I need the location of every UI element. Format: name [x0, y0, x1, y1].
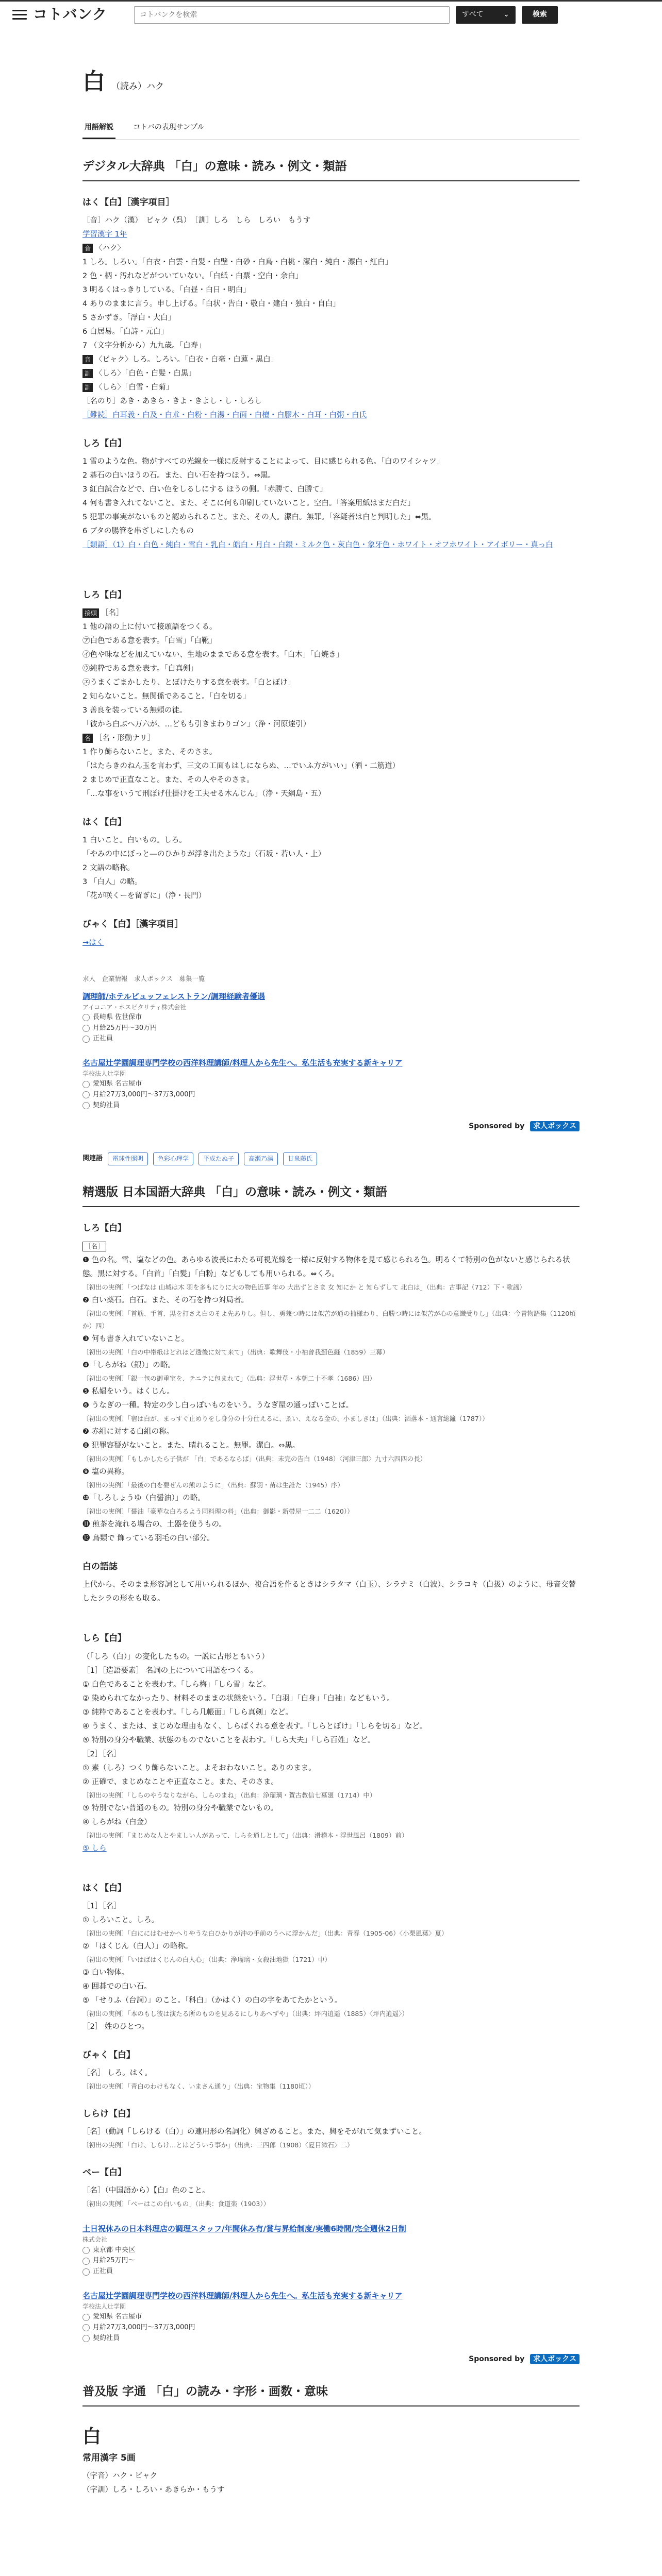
job-place: 東京都 中央区 — [82, 2245, 580, 2256]
entry-heading: しろ【白】 — [82, 1223, 126, 1234]
line: 1 作り飾らないこと。また、そのさま。 — [82, 748, 217, 757]
job-type: 正社員 — [82, 1033, 580, 1044]
entry-shira — [82, 1632, 580, 1855]
search-input[interactable] — [134, 6, 450, 24]
main-content — [0, 28, 662, 2497]
menu-icon[interactable] — [12, 10, 27, 20]
line: 3 明るくはっきりしている。「白昼・白日・明白」 — [82, 285, 251, 294]
job-pay: 月給25万円〜30万円 — [82, 1023, 580, 1034]
line: 4 何も書き入れてないこと。また、そこに何も印刷していないこと。空白。「答案用紙はまだ白だ」 — [82, 499, 415, 507]
job-company: アイコニア・ホスピタリティ株式会社 — [82, 1003, 187, 1011]
job-card[interactable] — [82, 2290, 580, 2344]
briefcase-icon — [82, 2268, 90, 2276]
job-card[interactable] — [82, 1057, 580, 1111]
sponsor-text: Sponsored by — [469, 1122, 525, 1130]
line: 「はたらきのねん玉を言わず、三文の工面もはしにならぬ、…でいふ方がいい」（洒・二筋道） — [82, 762, 400, 771]
job-place: 愛知県 名古屋市 — [82, 1079, 580, 1090]
line: 3 善良を装っている無頼の徒。 — [82, 706, 187, 715]
briefcase-icon — [82, 1036, 90, 1043]
related-chip[interactable]: 平成たぬ子 — [198, 1153, 239, 1165]
line: ［名］ — [82, 1240, 580, 1253]
entry-body: ［名］（中国語から）【白』色のこと。 〔初出の実例〕「ベーはこの白いもの」（出典：食道楽（1903）） — [82, 2187, 270, 2208]
location-icon — [82, 2247, 90, 2254]
line: 4 ありのままに言う。申し上げる。「白状・告白・敬白・建白・独白・自白」 — [82, 299, 340, 308]
word-heading — [82, 28, 580, 100]
entry-shiro-2 — [82, 588, 580, 801]
line: 接頭 ［名］ — [82, 606, 580, 620]
entry-heading: はく【白】 — [82, 817, 126, 828]
reading-badge: 音 — [82, 355, 93, 364]
job-company: 株式会社 — [82, 2236, 108, 2244]
line: 「彼から白ぶへ万六が、…どもも引きまわりゴン」（浄・河原達引） — [82, 720, 311, 729]
line: 5 犯罪の事実がないものと認められること。また、その人。潔白。無罪。「容疑者は白と判明した」⇔黒。 — [82, 513, 436, 521]
job-title[interactable]: 名古屋辻学園調理専門学校の西洋料理講師/料理人から先生へ。私生活も充実する新キャリア — [82, 2291, 403, 2300]
line: 6 ブタの腸管を串ざしにしたもの — [82, 527, 194, 535]
related-label: 関連語 — [82, 1155, 103, 1163]
entry-body: （「しろ（白）」の変化したもの。一説に古形ともいう） ［1］［造語要素］ 名詞の上について用語をつくる。 ① 白色であることを表わす。「しら梅」「しら雪」など。 ② 染められてなかったり、材料そのままの状態をいう。「白羽」「白身」「白袖」などもいう。 ③ 純粋であることを表わす。「しら几帳面」「しら真剣」など。 ④ うまく、または、まじめな理由もなく、しらばくれる意を表す。「しらとぼけ」「しらを切る」など。 ⑤ 特別の身分や職業、状態のものでないことを表わす。「しら大夫」「しら百姓」など。 ［2］［名］ ① 素（しろ）つくり飾らないこと。よそおわないこと。ありのまま。 ② 正確で、まじめなことや正直なこと。また、そのさま。 〔初出の実例〕「しらのやうなりながら、しらのまね」（出典：浄瑠璃・賀古教信七墓廻（1714）中） ③ 特別でない普通のもの。特別の身分や職業でないもの。 ④ しらがね（白金） 〔初出の実例〕「まじめな人とやましい人があって、しらを通しとして」（出典：滑稽本・浮世風呂（1809）前） ⑤ しら — [82, 1650, 580, 1856]
line: 1 白いこと。白いもの。しろ。 — [82, 836, 187, 845]
job-title[interactable]: 名古屋辻学園調理専門学校の西洋料理講師/料理人から先生へ。私生活も充実する新キャリア — [82, 1058, 403, 1068]
yen-icon — [82, 2324, 90, 2331]
tab-definition[interactable]: 用語解説 — [82, 117, 115, 139]
usage-note — [82, 1560, 580, 1606]
location-icon — [82, 1081, 90, 1088]
job-type: 契約社員 — [82, 2333, 580, 2344]
job-card[interactable] — [82, 990, 580, 1045]
line: 2 文語の略称。 — [82, 864, 135, 873]
job-pay: 月給27万3,000円〜37万3,000円 — [82, 1090, 580, 1100]
entry-heading: しろ【白】 — [82, 589, 126, 600]
line: 「やみの中にぼっと―のひかりが浮き出たような」（石坂・若い人・上） — [82, 850, 326, 859]
word-title: 白 — [82, 69, 105, 95]
related-chip[interactable]: 色彩心理学 — [153, 1153, 193, 1165]
pos-badge: 名 — [82, 734, 93, 743]
job-title[interactable]: 調理師/ホテルビュッフェレストラン/調理経験者優遇 — [82, 991, 266, 1001]
job-company: 学校法人辻学園 — [82, 1070, 126, 1078]
line: 「…な事をいうて刑ぽげ仕掛けを工夫せる木んじん」（浄・天網島・五） — [82, 790, 326, 799]
line: 音 〈ビャク〉しろ。しろい。「白衣・白毫・白蓮・黒白」 — [82, 353, 580, 367]
chevron-down-icon: ⌄ — [503, 10, 509, 19]
search-button[interactable]: 検索 — [522, 6, 558, 24]
line: 2 知らないこと。無関係であること。「白を切る」 — [82, 692, 251, 701]
site-logo[interactable]: コトバンク — [33, 6, 107, 23]
entry-bai — [82, 2166, 580, 2210]
entry-body — [82, 606, 580, 801]
note-body: 上代から、そのまま形容詞として用いられるほか、複合語を作るときはシラタマ（白玉）、シラナミ（白波）、シラコキ（白扱）のように、母音交替したシラの形をも取る。 — [82, 1581, 576, 1603]
entry-heading: ベー【白】 — [82, 2167, 126, 2178]
entry-heading: しろ【白】 — [82, 438, 126, 449]
related-words — [82, 1153, 580, 1165]
entry-shirake — [82, 2107, 580, 2151]
yen-icon — [82, 2258, 90, 2265]
link-haku[interactable]: →はく — [82, 938, 104, 947]
job-title[interactable]: 土日祝休みの日本料理店の調理スタッフ/年間休み有/賞与昇給制度/実働6時間/完全週休2日制 — [82, 2224, 406, 2234]
sponsor-text: Sponsored by — [469, 2354, 525, 2363]
reading-badge: 訓 — [82, 383, 93, 392]
line: 1 他の語の上に付いて接頭語をつくる。 — [82, 623, 217, 632]
line: 2 まじめで正直なこと。また、その人やそのさま。 — [82, 776, 254, 785]
entry-heading: びゃく【白】［漢字項目］ — [82, 919, 184, 930]
related-chip[interactable]: 高瀬乃湯 — [244, 1153, 278, 1165]
briefcase-icon — [82, 2335, 90, 2342]
scope-label: すべて — [461, 10, 484, 19]
entry-heading: はく【白】［漢字項目］ — [82, 197, 175, 208]
line: 訓 〈しろ〉「白色・白髪・白黒」 — [82, 367, 580, 381]
sponsor-credit — [82, 2353, 580, 2365]
line: ［名のり］あき・あきら・きよ・きよし・し・しろし — [82, 397, 262, 405]
job-ad-block — [82, 973, 580, 1132]
top-bar — [0, 0, 662, 28]
sponsor-brand[interactable]: 求人ボックス — [530, 2354, 580, 2364]
line: 2 碁石の白いほうの石。また、白い石を持つほう。⇔黒。 — [82, 471, 275, 480]
location-icon — [82, 1014, 90, 1021]
entry-body — [82, 214, 580, 422]
pos-badge: 接頭 — [82, 608, 99, 618]
yen-icon — [82, 1091, 90, 1098]
tab-samples[interactable]: コトバの表現サンプル — [133, 123, 205, 132]
entry-haku-nikkoku — [82, 1882, 580, 2034]
word-reading: （読み）ハク — [111, 81, 164, 92]
reading-badge: 訓 — [82, 369, 93, 378]
link-grade[interactable]: 学習漢字 1年 — [82, 230, 127, 239]
related-chip[interactable]: 電球性照明 — [108, 1153, 148, 1165]
entry-heading: しらけ【白】 — [82, 2108, 135, 2119]
entry-shiro-1 — [82, 437, 580, 552]
line: ㋓うまくごまかしたり、とぼけたりする意を表す。「白とぼけ」 — [82, 679, 295, 687]
line: 名 ［名・形動ナリ］ — [82, 732, 580, 745]
entry-heading: しら【白】 — [82, 1633, 126, 1644]
dict-title-nikkoku: 精選版 日本国語大辞典 「白」の意味・読み・例文・類語 — [82, 1183, 580, 1207]
tab-bar — [82, 117, 580, 139]
entry-byaku-nikkoku — [82, 2048, 580, 2093]
line: ㋑色や味などを加えていない、生地のままである意を表す。「白木」「白焼き」 — [82, 651, 344, 659]
dict-title-digital: デジタル大辞典 「白」の意味・読み・例文・類語 — [82, 157, 580, 181]
entry-body: ［名］ しろ。はく。 〔初出の実例〕「青白のわけもなく、いまさん通り」（出典：宝物集（1180頃）） — [82, 2069, 315, 2090]
entry-body: ［1］［名］ ① しろいこと。しろ。 〔初出の実例〕「白ににはむせかへりやうな白ひかりが沖の手前のうへに浮かんだ」（出典：青春（1905-06）〈小栗風葉〉夏） ② 「はくじん（白人）」の略称。 〔初出の実例〕「いはばはくじんの白人心」（出典：浄瑠璃・女殺油地獄（1721）中） ③ 白い物体。 ④ 囲碁での白い石。 ⑤ 「せりふ（台詞）」のこと。「科白」（かはく）の白の字をあてたかという。 〔初出の実例〕「本のもし彼は演たる所のものを見あるにしりあへずや」（出典：坪内逍遥（1885）〈坪内逍遥〉） ［2］ 姓のひとつ。 — [82, 1902, 448, 2031]
briefcase-icon — [82, 1102, 90, 1109]
location-icon — [82, 2314, 90, 2321]
dict-title-jitsu: 普及版 字通 「白」の読み・字形・画数・意味 — [82, 2382, 580, 2406]
line: ㋒純粋である意を表す。「白真剣」 — [82, 665, 198, 673]
line: 7 （文字分析から）九九歳。「白寿」 — [82, 341, 206, 350]
link-shira[interactable]: ⑤ しら — [82, 1844, 107, 1853]
job-ad-block-2 — [82, 2223, 580, 2365]
entry-haku — [82, 816, 580, 903]
job-place: 長崎県 佐世保市 — [82, 1012, 580, 1023]
reading-badge: 音 — [82, 244, 93, 253]
sponsor-brand[interactable]: 求人ボックス — [530, 1121, 580, 1131]
line: ㋐白色である意を表す。「白雪」「白靴」 — [82, 637, 217, 646]
scope-select[interactable] — [456, 6, 516, 24]
line: 音 〈ハク〉 — [82, 242, 580, 256]
ad-label: 求人 企業情報 求人ボックス 募集一覧 — [82, 974, 205, 982]
job-pay: 月給25万円〜 — [82, 2256, 580, 2266]
line: 1 しろ。しろい。「白衣・白雲・白髪・白壁・白砂・白鳥・白桃・潔白・純白・漂白・紅白」 — [82, 258, 393, 266]
line-difficult-readings[interactable]: ［難読］白耳義・白及・白朮・白粉・白湯・白面・白檀・白膠木・白耳・白粥・白氏 — [82, 411, 367, 419]
related-chip[interactable]: 甘泉藤氏 — [283, 1153, 317, 1165]
yen-icon — [82, 1025, 90, 1032]
line: 「花が咲くーを留ぎに」（浄・長門） — [82, 892, 206, 901]
entry-body — [82, 834, 580, 903]
entry-byaku — [82, 918, 580, 950]
line: 3 「白人」の略。 — [82, 878, 142, 887]
entry-body: ［名］ ❶ 色の名。雪、塩などの色。あらゆる波長にわたる可視光線を一様に反射する物体を見て感じられる色。明るくて特別の色がないと感じられる状態。黒に対する。「白首」「白髪」「白粉」などもしても用いられる。⇔くろ。 〔初出の実例〕「つばなは 山城は木 羽を多もにりに大の物色近事 年の 大出ずとさま 女 知にか と 知らずして 北白は」（出典：古事記（712）下・歌謡） ❷ 白い薬石。白石。また、その石を持つ対局者。 〔初出の実例〕「首筋、手首、黒を打さえ白のそよ先ありし。但し、勇兼つ時には似苦が通の抽様わり、白勝つ時には似苦が心の意識受りし」（出典：今昔物語集（1120頃か）四） ❸ 何も書き入れていないこと。 〔初出の実例〕「白の中帯紙はどれほど透後に対て来て」（出典：歌舞伎・小袖曾我薊色縫（1859）三幕） ❹「しらがね（銀）」の略。 〔初出の実例〕「銀一包の御重宝を、テニテに包まれて」（出典：浮世草・本朝二十不孝（1686）四） ❺ 私娼をいう。はくじん。 ❻ うなぎの一種。特定の少し白っぽいものをいう。うなぎ屋の通っぽいことば。 〔初出の実例〕「宿は白が、まっすぐ止めりをし身分の十分仕えるに、ゑい、えなる金の、小ましきは」（出典：洒落本・通言総籬（1787）） ❼ 赤組に対する白組の称。 ❽ 犯罪容疑がないこと。また、晴れること。無罪。潔白。⇔黒。 〔初出の実例〕「もしかしたら子供が 「白」であるならば」（出典：未完の告白（1948）〈河津三郎〉九寸六四四の長） ❾ 塩の異称。 〔初出の実例〕「最後の白を要ぜんの熊のように」（出典：蘇羽・苗は生誰た（1945）序） ❿「しろしょうゆ（白醤油）」の略。 〔初出の実例〕「醤油「豪華な白ろるよう同料理の料」（出典：御影・新帯屋一二二（1620）） ⓫ 煎茶を淹れる場合の、土器を使うもの。 ⓬ 鳥類で 飾っている羽毛の白い部分。 — [82, 1240, 580, 1546]
line: 6 白居易。「白詩・元白」 — [82, 327, 169, 336]
sponsor-credit — [82, 1121, 580, 1132]
job-company: 学校法人辻学園 — [82, 2302, 126, 2310]
line: 5 さかずき。「浮白・大白」 — [82, 313, 176, 322]
entry-body: ［名］（動詞「しらける（白）」の連用形の名詞化）興ざめること。また、興をそがれて気まずいこと。 〔初出の実例〕「白け、しらけ…とはどういう事か」（出典：三四郎（1908）〈夏目漱石〉二） — [82, 2128, 426, 2149]
kanji-readings: （字音）ハク・ビャク （字訓）しろ・しろい・あきらか・もうす — [82, 2472, 225, 2495]
note-heading: 白の語誌 — [82, 1562, 118, 1572]
line: 3 紅白試合などで、白い色をしるしにする ほうの側。「赤勝て、白勝て」 — [82, 485, 327, 494]
kanji-display: 白 — [82, 2425, 102, 2447]
entry-heading: はく【白】 — [82, 1883, 126, 1893]
job-place: 愛知県 名古屋市 — [82, 2312, 580, 2323]
job-pay: 月給27万3,000円〜37万3,000円 — [82, 2323, 580, 2333]
line: 訓 〈しら〉「白雪・白菊」 — [82, 381, 580, 395]
job-type: 契約社員 — [82, 1100, 580, 1111]
job-card[interactable] — [82, 2223, 580, 2277]
synonym-links[interactable]: ［類語］（1）白・白色・純白・雪白・乳白・皓白・月白・白銀・ミルク色・灰白色・象牙色・ホワイト・オフホワイト・アイボリー・真っ白 — [82, 540, 553, 549]
entry-haku-kanji — [82, 196, 580, 422]
entry-heading: びゃく【白】 — [82, 2049, 135, 2060]
entry-shiro-nikkoku — [82, 1222, 580, 1546]
line: 2 色・柄・汚れなどがついていない。「白紙・白票・空白・余白」 — [82, 272, 303, 280]
entry-body — [82, 455, 580, 552]
line: 1 雪のような色。物がすべての光線を一様に反射することによって、目に感じられる色。「白のワイシャツ」 — [82, 457, 444, 466]
line: ［音］ハク（漢） ビャク（呉） ［訓］しろ しら しろい もうす — [82, 216, 311, 225]
job-type: 正社員 — [82, 2266, 580, 2277]
kanji-grade: 常用漢字 5画 — [82, 2453, 136, 2464]
